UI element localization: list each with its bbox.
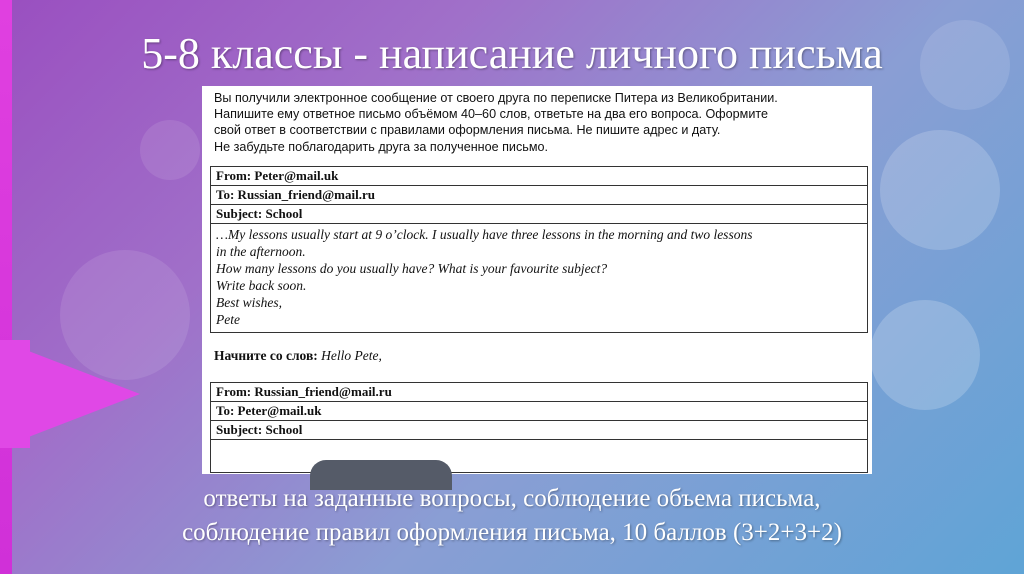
letter-body [211, 224, 868, 333]
letter-line: in the afternoon. [216, 244, 306, 259]
exam-task-sheet [202, 86, 872, 474]
subject-field: Subject: School [211, 421, 868, 440]
criteria-line: соблюдение правил оформления письма, 10 баллов (3+2+3+2) [182, 519, 842, 546]
subject-field: Subject: School [211, 205, 868, 224]
letter-line: Best wishes, [216, 295, 282, 310]
task-instructions [214, 90, 862, 155]
start-prompt [214, 348, 382, 364]
letter-line: How many lessons do you usually have? What is your favourite subject? [216, 261, 608, 276]
task-line: Не забудьте поблагодарить друга за полученное письмо. [214, 139, 548, 154]
slide-title: 5-8 классы - написание личного письма [141, 29, 883, 78]
incoming-letter [210, 166, 868, 333]
bokeh-circle [880, 130, 1000, 250]
to-field: To: Russian_friend@mail.ru [211, 186, 868, 205]
letter-line: Pete [216, 312, 240, 327]
start-phrase: Hello Pete, [321, 348, 382, 363]
letter-line: …My lessons usually start at 9 o’clock. I usually have three lessons in the morning and two lessons [216, 227, 753, 242]
letter-line: Write back soon. [216, 278, 307, 293]
bokeh-circle [140, 120, 200, 180]
bokeh-circle [870, 300, 980, 410]
grading-criteria [0, 482, 1024, 550]
reply-letter [210, 382, 868, 473]
task-line: Напишите ему ответное письмо объёмом 40–60 слов, ответьте на два его вопроса. Оформите [214, 107, 769, 122]
arrow-shape [0, 340, 140, 448]
start-label: Начните со слов: [214, 348, 318, 363]
criteria-line: ответы на заданные вопросы, соблюдение объема письма, [203, 485, 821, 512]
reply-body-area [211, 440, 868, 473]
task-line: свой ответ в соответствии с правилами оформления письма. Не пишите адрес и дату. [214, 123, 721, 138]
task-line: Вы получили электронное сообщение от своего друга по переписке Питера из Великобритании. [214, 91, 778, 105]
from-field: From: Peter@mail.uk [211, 167, 868, 186]
from-field: From: Russian_friend@mail.ru [211, 383, 868, 402]
to-field: To: Peter@mail.uk [211, 402, 868, 421]
